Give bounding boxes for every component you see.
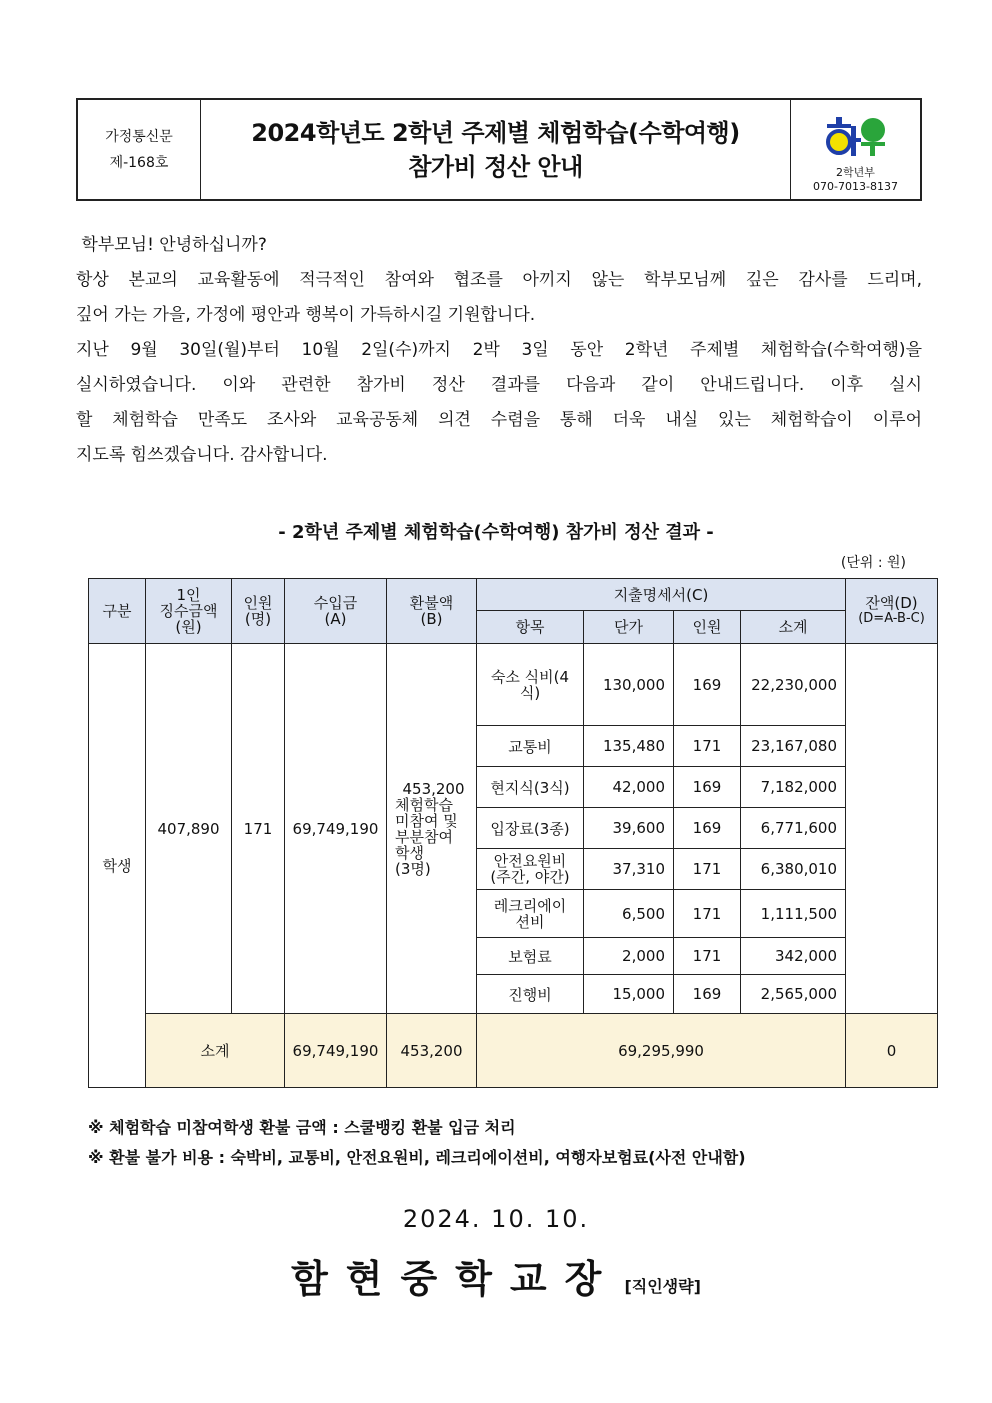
item-name-line: 션비 [515, 912, 545, 931]
header-income-line: (A) [324, 610, 347, 628]
title-line-1: 2024학년도 2학년 주제별 체험학습(수학여행) [251, 118, 740, 147]
item-count: 171 [674, 726, 741, 767]
para2-line4: 지도록 힘쓰겠습니다. 감사합니다. [76, 445, 328, 465]
total-label: 소계 [146, 1014, 285, 1088]
doc-info [78, 100, 201, 199]
settlement-table [88, 578, 938, 1088]
item-unit-price: 39,600 [584, 808, 674, 849]
para1-line1: 항상 본교의 교육활동에 적극적인 참여와 협조를 아끼지 않는 학부모님께 깊은 감사를 드리며, [76, 270, 922, 290]
header-income [285, 579, 387, 644]
header-balance [846, 579, 938, 644]
cell-refund [387, 644, 477, 1014]
item-name: 현지식(3식) [477, 767, 584, 808]
item-count: 171 [674, 890, 741, 938]
header-headcount-line: (명) [244, 610, 272, 628]
header-headcount [232, 579, 285, 644]
item-count: 171 [674, 849, 741, 890]
item-name [477, 644, 584, 726]
item-unit-price: 15,000 [584, 975, 674, 1014]
item-subtotal: 342,000 [741, 938, 846, 975]
cell-balance-empty [846, 644, 938, 1014]
refund-line: 453,200 [402, 779, 465, 798]
refund-line: 학생 [395, 843, 424, 862]
item-name-line: 레크리에이 [493, 896, 567, 915]
principal-name: 함현중학교장 [291, 1257, 620, 1301]
header-balance-line: 잔액(D) [865, 594, 918, 612]
item-name-line: 안전요원비 [493, 852, 567, 870]
item-count: 169 [674, 644, 741, 726]
item-unit-price: 37,310 [584, 849, 674, 890]
header-refund-line: (B) [420, 610, 443, 628]
principal-signature [0, 1248, 992, 1303]
item-subtotal: 6,771,600 [741, 808, 846, 849]
header-refund [387, 579, 477, 644]
item-subtotal: 6,380,010 [741, 849, 846, 890]
cell-income: 69,749,190 [285, 644, 387, 1014]
item-name [477, 890, 584, 938]
item-count: 169 [674, 767, 741, 808]
item-unit-price: 6,500 [584, 890, 674, 938]
section-title: - 2학년 주제별 체험학습(수학여행) 참가비 정산 결과 - [278, 522, 714, 543]
para2-line3: 할 체험학습 만족도 조사와 교육공동체 의견 수렴을 통해 더욱 내실 있는 체험학습이 이루어 [76, 410, 922, 430]
item-name-line: 숙소 식비(4 [490, 667, 570, 686]
header-category: 구분 [89, 579, 146, 644]
item-subtotal: 1,111,500 [741, 890, 846, 938]
item-unit-price: 42,000 [584, 767, 674, 808]
department-phone: 070-7013-8137 [813, 180, 898, 193]
total-balance: 0 [846, 1014, 938, 1088]
item-name-line: 식) [519, 683, 541, 702]
header-income-line: 수입금 [313, 594, 358, 612]
header-fee-line: 1인 [176, 586, 201, 604]
header-refund-line: 환불액 [409, 594, 454, 612]
item-unit-price: 2,000 [584, 938, 674, 975]
row-label: 학생 [89, 644, 146, 1088]
total-row [89, 1014, 938, 1088]
table-row [89, 644, 938, 726]
unit-label: (단위 : 원) [840, 555, 906, 571]
item-unit-price: 130,000 [584, 644, 674, 726]
seal-note: [직인생략] [624, 1277, 701, 1296]
item-name-line: (주간, 야간) [490, 868, 570, 886]
school-logo-icon [825, 114, 887, 158]
header-subtotal: 소계 [741, 611, 846, 644]
issue-date: 2024. 10. 10. [402, 1205, 590, 1233]
total-expense: 69,295,990 [477, 1014, 846, 1088]
letter-body [76, 228, 922, 473]
item-name: 입장료(3종) [477, 808, 584, 849]
item-name: 교통비 [477, 726, 584, 767]
refund-line: (3명) [395, 859, 431, 878]
header-fee-line: (원) [175, 618, 202, 636]
item-name: 진행비 [477, 975, 584, 1014]
header-expense: 지출명세서(C) [477, 579, 846, 611]
header-unit-price: 단가 [584, 611, 674, 644]
header-headcount-line: 인원 [243, 594, 273, 612]
department-box [790, 100, 920, 199]
total-refund: 453,200 [387, 1014, 477, 1088]
item-count: 171 [674, 938, 741, 975]
item-subtotal: 22,230,000 [741, 644, 846, 726]
department-name: 2학년부 [836, 166, 875, 179]
item-name [477, 849, 584, 890]
header-fee-line: 징수금액 [159, 602, 218, 620]
total-income: 69,749,190 [285, 1014, 387, 1088]
para2-line1: 지난 9월 30일(월)부터 10월 2일(수)까지 2박 3일 동안 2학년 주제별 체험학습(수학여행)을 [76, 340, 922, 360]
header-item: 항목 [477, 611, 584, 644]
doc-title [201, 100, 790, 199]
notes [88, 1113, 746, 1173]
header-balance-line: (D=A-B-C) [858, 611, 925, 626]
doc-number: 제-168호 [109, 154, 169, 171]
para2-line2: 실시하였습니다. 이와 관련한 참가비 정산 결과를 다음과 같이 안내드립니다. 이후 실시 [76, 375, 922, 395]
item-subtotal: 23,167,080 [741, 726, 846, 767]
item-count: 169 [674, 975, 741, 1014]
refund-line: 체험학습 [395, 795, 453, 814]
item-subtotal: 7,182,000 [741, 767, 846, 808]
header-item-count: 인원 [674, 611, 741, 644]
refund-line: 미참여 및 [395, 811, 458, 830]
greeting: 학부모님! 안녕하십니까? [76, 235, 267, 255]
item-subtotal: 2,565,000 [741, 975, 846, 1014]
item-name: 보험료 [477, 938, 584, 975]
para1-line2: 깊어 가는 가을, 가정에 평안과 행복이 가득하시길 기원합니다. [76, 305, 536, 325]
note-item: ※ 체험학습 미참여학생 환불 금액 : 스쿨뱅킹 환불 입금 처리 [88, 1118, 516, 1137]
cell-fee-per-person: 407,890 [146, 644, 232, 1014]
refund-line: 부분참여 [395, 827, 453, 846]
item-count: 169 [674, 808, 741, 849]
header-fee-per-person [146, 579, 232, 644]
item-unit-price: 135,480 [584, 726, 674, 767]
note-item: ※ 환불 불가 비용 : 숙박비, 교통비, 안전요원비, 레크리에이션비, 여행자보험료(사전 안내함) [88, 1148, 746, 1167]
cell-headcount: 171 [232, 644, 285, 1014]
doc-type: 가정통신문 [105, 128, 173, 145]
header-box [76, 98, 922, 201]
title-line-2: 참가비 정산 안내 [408, 152, 583, 181]
